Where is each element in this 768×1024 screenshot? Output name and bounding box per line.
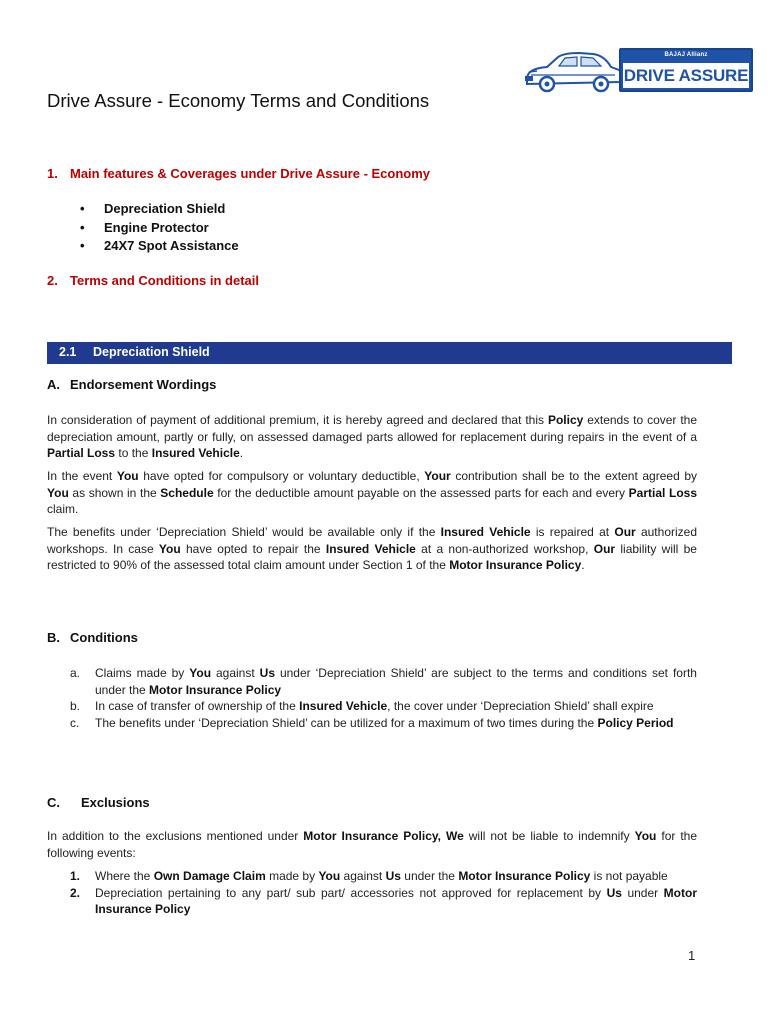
sub-letter: A. bbox=[47, 377, 60, 392]
drive-assure-logo bbox=[523, 46, 755, 96]
car-icon bbox=[523, 46, 623, 96]
subheading-exclusions bbox=[47, 795, 150, 810]
bullet-marker: • bbox=[80, 219, 85, 235]
list-item: c. The benefits under ‘Depreciation Shield’ can be utilized for a maximum of two times during the Policy Period bbox=[70, 715, 674, 730]
conditions-list bbox=[70, 665, 697, 731]
section-label: Main features & Coverages under Drive Assure - Economy bbox=[70, 166, 431, 181]
feature-label: 24X7 Spot Assistance bbox=[104, 238, 239, 253]
subsection-number: 2.1 bbox=[59, 345, 77, 359]
subheading-endorsement bbox=[47, 377, 216, 392]
subsection-label: Depreciation Shield bbox=[93, 345, 210, 359]
paragraph-exclusions-intro: In addition to the exclusions mentioned under Motor Insurance Policy, We will not be liable to indemnify You for the following events: bbox=[47, 829, 698, 860]
paragraph-endorsement-2: In the event You have opted for compulsory or voluntary deductible, Your contribution shall be to the extent agreed by You as shown in the Schedule for the deductible amount payable on the assessed parts for each and every Partial Loss claim. bbox=[47, 469, 698, 517]
features-list bbox=[80, 201, 239, 257]
subheading-conditions bbox=[47, 630, 138, 645]
subsection-bar bbox=[47, 342, 732, 364]
sub-label: Exclusions bbox=[81, 795, 150, 810]
section-heading-1 bbox=[47, 166, 430, 181]
sub-letter: C. bbox=[47, 795, 60, 810]
feature-item bbox=[80, 220, 239, 239]
sub-letter: B. bbox=[47, 630, 60, 645]
sub-label: Conditions bbox=[70, 630, 138, 645]
document-title: Drive Assure - Economy Terms and Conditions bbox=[47, 90, 430, 111]
section-number: 2. bbox=[47, 273, 58, 288]
feature-item bbox=[80, 201, 239, 220]
logo-text: DRIVE ASSURE bbox=[623, 63, 749, 88]
paragraph-endorsement-3: The benefits under ‘Depreciation Shield’ would be available only if the Insured Vehicle is repaired at Our authorized workshops. In case You have opted to repair the Insured Vehicle at a non-authorized workshop, Our liability will be restricted to 90% of the assessed total claim amount under Section 1 of the Motor Insurance Policy. bbox=[47, 525, 698, 573]
feature-label: Engine Protector bbox=[104, 219, 209, 235]
bullet-marker: • bbox=[80, 238, 85, 253]
paragraph-endorsement-1: In consideration of payment of additional premium, it is hereby agreed and declared that this Policy extends to cover the depreciation amount, partly or fully, on assessed damaged parts allowed for replacement during repairs in the event of a Partial Loss to the Insured Vehicle. bbox=[47, 413, 697, 461]
page-number: 1 bbox=[688, 948, 696, 963]
section-heading-2 bbox=[47, 273, 259, 288]
list-item: b. In case of transfer of ownership of the Insured Vehicle, the cover under ‘Depreciation Shield’ shall expire bbox=[70, 699, 654, 713]
list-item: 2. Depreciation pertaining to any part/ sub part/ accessories not approved for replacement by Us under Motor Insurance Policy bbox=[70, 885, 697, 916]
section-label: Terms and Conditions in detail bbox=[70, 273, 259, 288]
list-item: a. Claims made by You against Us under ‘Depreciation Shield’ are subject to the terms and conditions set forth under the Motor Insurance Policy bbox=[70, 666, 697, 697]
bullet-marker: • bbox=[80, 201, 85, 216]
feature-label: Depreciation Shield bbox=[104, 201, 226, 216]
logo-badge bbox=[619, 48, 753, 92]
exclusions-list bbox=[70, 868, 697, 918]
logo-brand: BAJAJ Allianz bbox=[664, 52, 708, 58]
list-item: 1. Where the Own Damage Claim made by You against Us under the Motor Insurance Policy is not payable bbox=[70, 869, 668, 883]
feature-item bbox=[80, 238, 239, 257]
sub-label: Endorsement Wordings bbox=[70, 377, 217, 392]
section-number: 1. bbox=[47, 166, 58, 181]
